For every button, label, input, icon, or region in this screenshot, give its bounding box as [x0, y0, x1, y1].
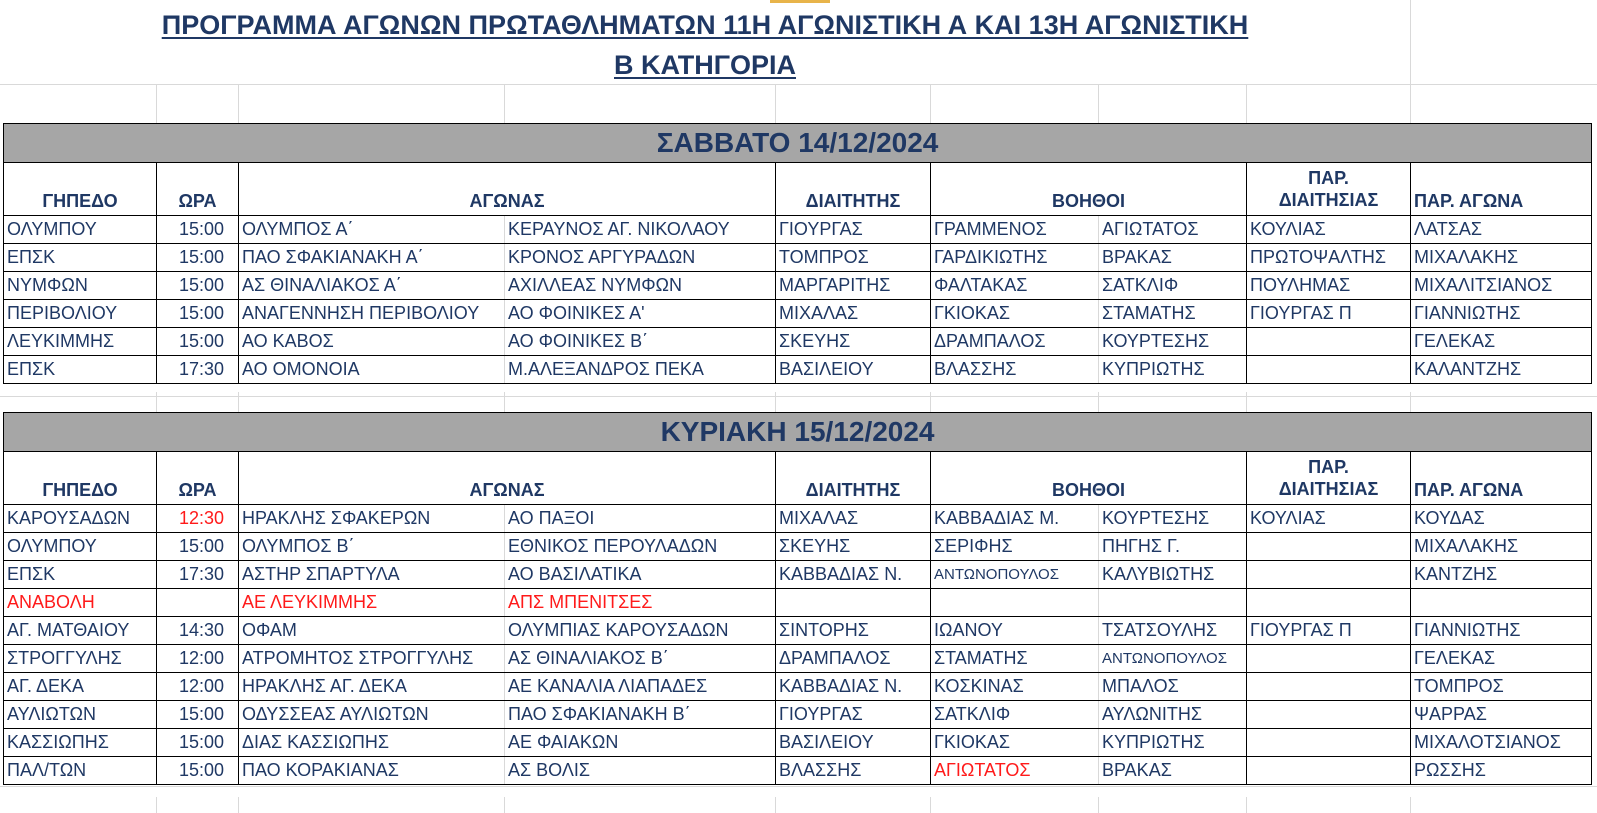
- cell-assistant-2: ΚΑΛΥΒΙΩΤΗΣ: [1099, 561, 1247, 589]
- cell-away-team: ΑΕ ΦΑΙΑΚΩΝ: [505, 729, 776, 757]
- cell-assistant-1: ΣΤΑΜΑΤΗΣ: [931, 645, 1099, 673]
- cell-match-observer: ΚΑΛΑΝΤΖΗΣ: [1411, 356, 1592, 384]
- table-row: [4, 617, 1592, 645]
- sunday-schedule-table: [3, 412, 1592, 785]
- cell-assistant-1: ΣΕΡΙΦΗΣ: [931, 533, 1099, 561]
- cell-assistant-1: ΙΩΑΝΟΥ: [931, 617, 1099, 645]
- cell-venue: ΕΠΣΚ: [4, 356, 157, 384]
- cell-assistant-2: ΚΟΥΡΤΕΣΗΣ: [1099, 505, 1247, 533]
- cell-match-observer: ΓΕΛΕΚΑΣ: [1411, 645, 1592, 673]
- cell-assistant-2: ΑΓΙΩΤΑΤΟΣ: [1099, 216, 1247, 244]
- cell-assistant-1: ΓΚΙΟΚΑΣ: [931, 300, 1099, 328]
- cell-match-observer: ΤΟΜΠΡΟΣ: [1411, 673, 1592, 701]
- cell-assistant-2: ΒΡΑΚΑΣ: [1099, 244, 1247, 272]
- cell-away-team: Μ.ΑΛΕΞΑΝΔΡΟΣ ΠΕΚΑ: [505, 356, 776, 384]
- cell-assistant-2: ΚΟΥΡΤΕΣΗΣ: [1099, 328, 1247, 356]
- header-referee: ΔΙΑΙΤΗΤΗΣ: [776, 452, 931, 505]
- cell-venue: ΠΕΡΙΒΟΛΙΟΥ: [4, 300, 157, 328]
- cell-assistant-2: ΣΑΤΚΛΙΦ: [1099, 272, 1247, 300]
- cell-referee-observer: ΠΟΥΛΗΜΑΣ: [1247, 272, 1411, 300]
- cell-home-team: ΑΤΡΟΜΗΤΟΣ ΣΤΡΟΓΓΥΛΗΣ: [239, 645, 505, 673]
- cell-time: 15:00: [157, 533, 239, 561]
- cell-match-observer: ΓΙΑΝΝΙΩΤΗΣ: [1411, 300, 1592, 328]
- table-row: [4, 701, 1592, 729]
- cell-time: 14:30: [157, 617, 239, 645]
- cell-assistant-1: ΚΟΣΚΙΝΑΣ: [931, 673, 1099, 701]
- header-referee-observer-line1: ΠΑΡ.: [1308, 168, 1349, 188]
- cell-assistant-1: ΚΑΒΒΑΔΙΑΣ Μ.: [931, 505, 1099, 533]
- cell-away-team: ΑΣ ΒΟΛΙΣ: [505, 757, 776, 785]
- cell-assistant-1: ΦΑΛΤΑΚΑΣ: [931, 272, 1099, 300]
- cell-assistant-2: ΚΥΠΡΙΩΤΗΣ: [1099, 729, 1247, 757]
- header-match: ΑΓΩΝΑΣ: [239, 163, 776, 216]
- cell-referee: ΓΙΟΥΡΓΑΣ: [776, 701, 931, 729]
- cell-referee-observer: [1247, 673, 1411, 701]
- cell-time: 15:00: [157, 272, 239, 300]
- cell-home-team: ΑΝΑΓΕΝΝΗΣΗ ΠΕΡΙΒΟΛΙΟΥ: [239, 300, 505, 328]
- cell-referee: ΣΙΝΤΟΡΗΣ: [776, 617, 931, 645]
- cell-assistant-2: ΠΗΓΗΣ Γ.: [1099, 533, 1247, 561]
- cell-away-team: ΕΘΝΙΚΟΣ ΠΕΡΟΥΛΑΔΩΝ: [505, 533, 776, 561]
- cell-venue: ΟΛΥΜΠΟΥ: [4, 533, 157, 561]
- cell-match-observer: ΚΑΝΤΖΗΣ: [1411, 561, 1592, 589]
- table-row: [4, 328, 1592, 356]
- page-title-line-2: Β ΚΑΤΗΓΟΡΙΑ: [614, 50, 796, 80]
- header-time: ΩΡΑ: [157, 452, 239, 505]
- cell-referee-observer: ΠΡΩΤΟΨΑΛΤΗΣ: [1247, 244, 1411, 272]
- cell-venue: ΠΑΛ/ΤΩΝ: [4, 757, 157, 785]
- cell-away-team: ΚΡΟΝΟΣ ΑΡΓΥΡΑΔΩΝ: [505, 244, 776, 272]
- cell-venue: ΑΓ. ΜΑΤΘΑΙΟΥ: [4, 617, 157, 645]
- cell-assistant-2: ΒΡΑΚΑΣ: [1099, 757, 1247, 785]
- day-heading: ΣΑΒΒΑΤΟ 14/12/2024: [4, 124, 1592, 163]
- cell-time: 12:00: [157, 673, 239, 701]
- cell-referee-observer: [1247, 645, 1411, 673]
- cell-venue: ΛΕΥΚΙΜΜΗΣ: [4, 328, 157, 356]
- cell-referee-observer: [1247, 729, 1411, 757]
- cell-assistant-1: ΔΡΑΜΠΑΛΟΣ: [931, 328, 1099, 356]
- cell-assistant-2: ΑΥΛΩΝΙΤΗΣ: [1099, 701, 1247, 729]
- cell-venue: ΚΑΣΣΙΩΠΗΣ: [4, 729, 157, 757]
- header-referee-observer: [1247, 163, 1411, 216]
- cell-venue: ΕΠΣΚ: [4, 561, 157, 589]
- cell-assistant-2: ΤΣΑΤΣΟΥΛΗΣ: [1099, 617, 1247, 645]
- cell-assistant-1: [931, 589, 1099, 617]
- header-row: [4, 163, 1592, 216]
- cell-time: 15:00: [157, 729, 239, 757]
- cell-away-team: ΑΟ ΒΑΣΙΛΑΤΙΚΑ: [505, 561, 776, 589]
- cell-venue: ΟΛΥΜΠΟΥ: [4, 216, 157, 244]
- saturday-schedule-table: [3, 123, 1592, 384]
- cell-referee: ΣΚΕΥΗΣ: [776, 533, 931, 561]
- cell-home-team: ΟΔΥΣΣΕΑΣ ΑΥΛΙΩΤΩΝ: [239, 701, 505, 729]
- cell-away-team: ΑΧΙΛΛΕΑΣ ΝΥΜΦΩΝ: [505, 272, 776, 300]
- cell-venue: ΑΥΛΙΩΤΩΝ: [4, 701, 157, 729]
- cell-assistant-1: ΣΑΤΚΛΙΦ: [931, 701, 1099, 729]
- table-row: [4, 356, 1592, 384]
- cell-venue: ΚΑΡΟΥΣΑΔΩΝ: [4, 505, 157, 533]
- cell-time: 15:00: [157, 244, 239, 272]
- cell-match-observer: [1411, 589, 1592, 617]
- cell-home-team: ΠΑΟ ΣΦΑΚΙΑΝΑΚΗ Α΄: [239, 244, 505, 272]
- cell-time: 17:30: [157, 561, 239, 589]
- cell-referee-observer: [1247, 757, 1411, 785]
- cell-home-team: ΑΟ ΟΜΟΝΟΙΑ: [239, 356, 505, 384]
- cell-away-team: ΟΛΥΜΠΙΑΣ ΚΑΡΟΥΣΑΔΩΝ: [505, 617, 776, 645]
- cell-referee: ΚΑΒΒΑΔΙΑΣ Ν.: [776, 561, 931, 589]
- cell-home-team: ΠΑΟ ΚΟΡΑΚΙΑΝΑΣ: [239, 757, 505, 785]
- cell-match-observer: ΜΙΧΑΛΙΤΣΙΑΝΟΣ: [1411, 272, 1592, 300]
- cell-home-team: ΑΕ ΛΕΥΚΙΜΜΗΣ: [239, 589, 505, 617]
- cell-away-team: ΚΕΡΑΥΝΟΣ ΑΓ. ΝΙΚΟΛΑΟΥ: [505, 216, 776, 244]
- table-row: [4, 505, 1592, 533]
- cell-referee: ΒΛΑΣΣΗΣ: [776, 757, 931, 785]
- cell-venue: ΑΓ. ΔΕΚΑ: [4, 673, 157, 701]
- header-time: ΩΡΑ: [157, 163, 239, 216]
- cell-match-observer: ΜΙΧΑΛΑΚΗΣ: [1411, 533, 1592, 561]
- cell-venue: ΝΥΜΦΩΝ: [4, 272, 157, 300]
- cell-home-team: ΑΣΤΗΡ ΣΠΑΡΤΥΛΑ: [239, 561, 505, 589]
- cell-referee: ΤΟΜΠΡΟΣ: [776, 244, 931, 272]
- cell-referee-observer: [1247, 328, 1411, 356]
- cell-home-team: ΟΦΑΜ: [239, 617, 505, 645]
- cell-home-team: ΔΙΑΣ ΚΑΣΣΙΩΠΗΣ: [239, 729, 505, 757]
- day-band-row: [4, 413, 1592, 452]
- cell-away-team: ΑΟ ΦΟΙΝΙΚΕΣ Β΄: [505, 328, 776, 356]
- cell-match-observer: ΜΙΧΑΛΟΤΣΙΑΝΟΣ: [1411, 729, 1592, 757]
- cell-assistant-2: ΣΤΑΜΑΤΗΣ: [1099, 300, 1247, 328]
- cell-assistant-2: ΚΥΠΡΙΩΤΗΣ: [1099, 356, 1247, 384]
- cell-referee-observer: [1247, 356, 1411, 384]
- table-row: [4, 244, 1592, 272]
- header-referee-observer-line1: ΠΑΡ.: [1308, 457, 1349, 477]
- cell-referee: ΔΡΑΜΠΑΛΟΣ: [776, 645, 931, 673]
- cell-match-observer: ΨΑΡΡΑΣ: [1411, 701, 1592, 729]
- cell-home-team: ΗΡΑΚΛΗΣ ΑΓ. ΔΕΚΑ: [239, 673, 505, 701]
- header-referee: ΔΙΑΙΤΗΤΗΣ: [776, 163, 931, 216]
- cell-referee-observer: ΚΟΥΛΙΑΣ: [1247, 216, 1411, 244]
- header-venue: ΓΗΠΕΔΟ: [4, 452, 157, 505]
- cell-referee: ΒΑΣΙΛΕΙΟΥ: [776, 729, 931, 757]
- table-row: [4, 589, 1592, 617]
- header-assistants: ΒΟΗΘΟΙ: [931, 452, 1247, 505]
- cell-venue: ΣΤΡΟΓΓΥΛΗΣ: [4, 645, 157, 673]
- cell-assistant-1: ΑΓΙΩΤΑΤΟΣ: [931, 757, 1099, 785]
- cell-referee-observer: ΓΙΟΥΡΓΑΣ Π: [1247, 617, 1411, 645]
- cell-away-team: ΑΣ ΘΙΝΑΛΙΑΚΟΣ Β΄: [505, 645, 776, 673]
- cell-match-observer: ΡΩΣΣΗΣ: [1411, 757, 1592, 785]
- day-heading: ΚΥΡΙΑΚΗ 15/12/2024: [4, 413, 1592, 452]
- cell-match-observer: ΜΙΧΑΛΑΚΗΣ: [1411, 244, 1592, 272]
- table-row: [4, 645, 1592, 673]
- table-row: [4, 533, 1592, 561]
- header-match-observer: ΠΑΡ. ΑΓΩΝΑ: [1411, 452, 1592, 505]
- table-row: [4, 561, 1592, 589]
- cell-time: 15:00: [157, 216, 239, 244]
- cell-match-observer: ΛΑΤΣΑΣ: [1411, 216, 1592, 244]
- cell-referee-observer: [1247, 533, 1411, 561]
- header-row: [4, 452, 1592, 505]
- day-band-row: [4, 124, 1592, 163]
- table-row: [4, 216, 1592, 244]
- cell-time: 12:30: [157, 505, 239, 533]
- cell-referee: ΣΚΕΥΗΣ: [776, 328, 931, 356]
- cell-time: [157, 589, 239, 617]
- cell-assistant-2: ΑΝΤΩΝΟΠΟΥΛΟΣ: [1099, 645, 1247, 673]
- cell-assistant-1: ΑΝΤΩΝΟΠΟΥΛΟΣ: [931, 561, 1099, 589]
- cell-referee: ΜΙΧΑΛΑΣ: [776, 505, 931, 533]
- selection-accent: [770, 0, 830, 3]
- header-match: ΑΓΩΝΑΣ: [239, 452, 776, 505]
- cell-venue: ΑΝΑΒΟΛΗ: [4, 589, 157, 617]
- cell-home-team: ΟΛΥΜΠΟΣ Α΄: [239, 216, 505, 244]
- cell-assistant-2: [1099, 589, 1247, 617]
- cell-referee: ΒΑΣΙΛΕΙΟΥ: [776, 356, 931, 384]
- cell-referee-observer: [1247, 701, 1411, 729]
- cell-assistant-1: ΓΑΡΔΙΚΙΩΤΗΣ: [931, 244, 1099, 272]
- cell-referee-observer: [1247, 589, 1411, 617]
- cell-referee: [776, 589, 931, 617]
- cell-referee: ΚΑΒΒΑΔΙΑΣ Ν.: [776, 673, 931, 701]
- page-title-line-1: ΠΡΟΓΡΑΜΜΑ ΑΓΩΝΩΝ ΠΡΩΤΑΘΛΗΜΑΤΩΝ 11Η ΑΓΩΝΙΣΤΙΚΗ Α ΚΑΙ 13Η ΑΓΩΝΙΣΤΙΚΗ: [161, 10, 1249, 40]
- header-assistants: ΒΟΗΘΟΙ: [931, 163, 1247, 216]
- cell-away-team: ΑΠΣ ΜΠΕΝΙΤΣΕΣ: [505, 589, 776, 617]
- cell-time: 15:00: [157, 701, 239, 729]
- cell-home-team: ΑΣ ΘΙΝΑΛΙΑΚΟΣ Α΄: [239, 272, 505, 300]
- cell-match-observer: ΓΙΑΝΝΙΩΤΗΣ: [1411, 617, 1592, 645]
- cell-time: 15:00: [157, 328, 239, 356]
- cell-referee: ΓΙΟΥΡΓΑΣ: [776, 216, 931, 244]
- table-row: [4, 272, 1592, 300]
- cell-venue: ΕΠΣΚ: [4, 244, 157, 272]
- header-match-observer: ΠΑΡ. ΑΓΩΝΑ: [1411, 163, 1592, 216]
- header-referee-observer-line2: ΔΙΑΙΤΗΣΙΑΣ: [1278, 479, 1379, 499]
- cell-time: 15:00: [157, 757, 239, 785]
- table-row: [4, 673, 1592, 701]
- cell-assistant-1: ΒΛΑΣΣΗΣ: [931, 356, 1099, 384]
- header-referee-observer: [1247, 452, 1411, 505]
- cell-time: 15:00: [157, 300, 239, 328]
- cell-away-team: ΠΑΟ ΣΦΑΚΙΑΝΑΚΗ Β΄: [505, 701, 776, 729]
- cell-match-observer: ΓΕΛΕΚΑΣ: [1411, 328, 1592, 356]
- cell-match-observer: ΚΟΥΔΑΣ: [1411, 505, 1592, 533]
- cell-home-team: ΟΛΥΜΠΟΣ Β΄: [239, 533, 505, 561]
- cell-referee: ΜΙΧΑΛΑΣ: [776, 300, 931, 328]
- header-referee-observer-line2: ΔΙΑΙΤΗΣΙΑΣ: [1278, 190, 1379, 210]
- cell-away-team: ΑΕ ΚΑΝΑΛΙΑ ΛΙΑΠΑΔΕΣ: [505, 673, 776, 701]
- cell-assistant-1: ΓΡΑΜΜΕΝΟΣ: [931, 216, 1099, 244]
- cell-away-team: ΑΟ ΦΟΙΝΙΚΕΣ Α': [505, 300, 776, 328]
- table-row: [4, 300, 1592, 328]
- cell-assistant-1: ΓΚΙΟΚΑΣ: [931, 729, 1099, 757]
- cell-referee-observer: ΓΙΟΥΡΓΑΣ Π: [1247, 300, 1411, 328]
- cell-referee: ΜΑΡΓΑΡΙΤΗΣ: [776, 272, 931, 300]
- table-row: [4, 757, 1592, 785]
- cell-referee-observer: [1247, 561, 1411, 589]
- cell-referee-observer: ΚΟΥΛΙΑΣ: [1247, 505, 1411, 533]
- cell-time: 17:30: [157, 356, 239, 384]
- cell-assistant-2: ΜΠΑΛΟΣ: [1099, 673, 1247, 701]
- table-row: [4, 729, 1592, 757]
- cell-time: 12:00: [157, 645, 239, 673]
- cell-home-team: ΗΡΑΚΛΗΣ ΣΦΑΚΕΡΩΝ: [239, 505, 505, 533]
- cell-home-team: ΑΟ ΚΑΒΟΣ: [239, 328, 505, 356]
- header-venue: ΓΗΠΕΔΟ: [4, 163, 157, 216]
- cell-away-team: ΑΟ ΠΑΞΟΙ: [505, 505, 776, 533]
